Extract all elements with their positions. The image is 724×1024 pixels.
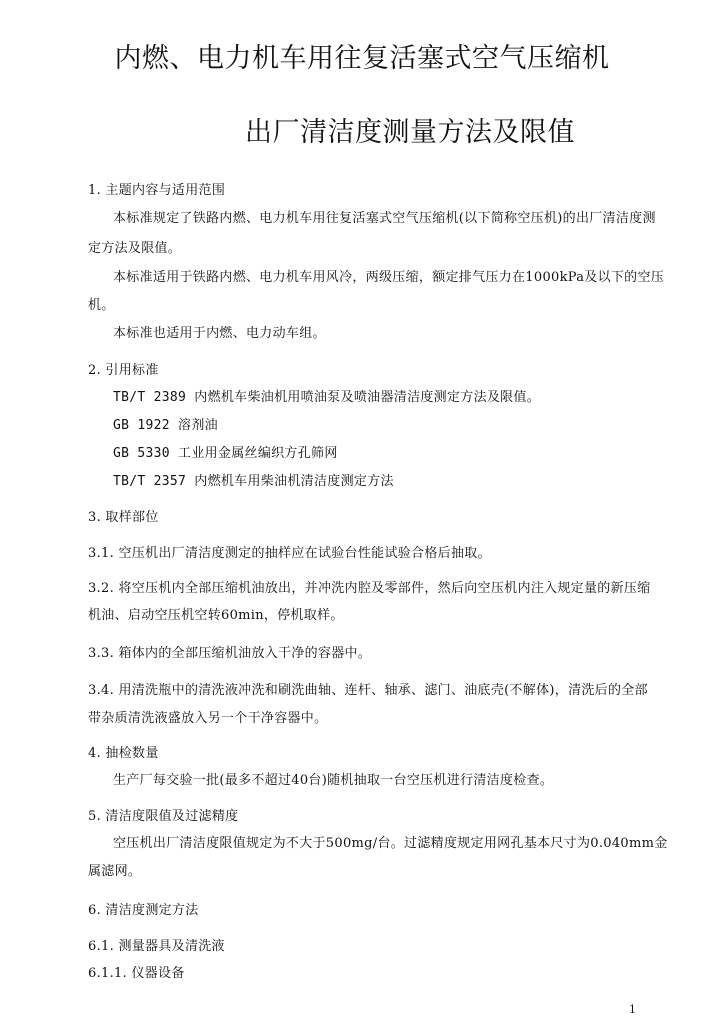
paragraph-line: 空压机出厂清洁度限值规定为不大于500mg/台。过滤精度规定用网孔基本尺寸为0.040mm金 xyxy=(113,836,668,851)
clause-6-1-1: 6.1.1. 仪器设备 xyxy=(88,966,185,981)
paragraph-line: 带杂质清洗液盛放入另一个干净容器中。 xyxy=(88,711,328,726)
section-1-heading: 1. 主题内容与适用范围 xyxy=(88,183,226,198)
paragraph-line: 本标准也适用于内燃、电力动车组。 xyxy=(113,326,326,341)
section-6-heading: 6. 清洁度测定方法 xyxy=(88,903,199,918)
clause-6-1: 6.1. 测量器具及清洗液 xyxy=(88,939,225,954)
paragraph-line: 生产厂每交验一批(最多不超过40台)随机抽取一台空压机进行清洁度检查。 xyxy=(113,773,554,788)
section-2-heading: 2. 引用标准 xyxy=(88,363,159,378)
paragraph-line: 定方法及限值。 xyxy=(88,241,182,256)
reference-item: GB 5330 工业用金属丝编织方孔筛网 xyxy=(113,446,338,461)
reference-item: GB 1922 溶剂油 xyxy=(113,418,218,433)
clause-3-3: 3.3. 箱体内的全部压缩机油放入干净的容器中。 xyxy=(88,646,372,661)
section-4-heading: 4. 抽检数量 xyxy=(88,746,159,761)
document-title-line1: 内燃、电力机车用往复活塞式空气压缩机 xyxy=(114,43,610,74)
paragraph-line: 机油、启动空压机空转60min，停机取样。 xyxy=(88,608,344,623)
document-title-line2: 出厂清洁度测量方法及限值 xyxy=(245,117,575,148)
reference-item: TB/T 2357 内燃机车用柴油机清洁度测定方法 xyxy=(113,474,394,489)
paragraph-line: 属滤网。 xyxy=(88,864,142,879)
paragraph-line: 本标准适用于铁路内燃、电力机车用风冷，两级压缩，额定排气压力在1000kPa及以下的空压 xyxy=(113,270,665,285)
page-number: 1 xyxy=(629,1003,636,1016)
section-5-heading: 5. 清洁度限值及过滤精度 xyxy=(88,809,239,824)
clause-3-1: 3.1. 空压机出厂清洁度测定的抽样应在试验台性能试验合格后抽取。 xyxy=(88,546,491,561)
section-3-heading: 3. 取样部位 xyxy=(88,510,159,525)
paragraph-line: 本标准规定了铁路内燃、电力机车用往复活塞式空气压缩机(以下简称空压机)的出厂清洁度测 xyxy=(113,211,656,226)
clause-3-2: 3.2. 将空压机内全部压缩机油放出，并冲洗内腔及零部件，然后向空压机内注入规定量的新压缩 xyxy=(88,581,651,596)
clause-3-4: 3.4. 用清洗瓶中的清洗液冲洗和刷洗曲轴、连杆、轴承、滤门、油底壳(不解体)，清洗后的全部 xyxy=(88,683,648,698)
reference-item: TB/T 2389 内燃机车柴油机用喷油泵及喷油器清洁度测定方法及限值。 xyxy=(113,390,541,405)
paragraph-line: 机。 xyxy=(88,298,115,313)
